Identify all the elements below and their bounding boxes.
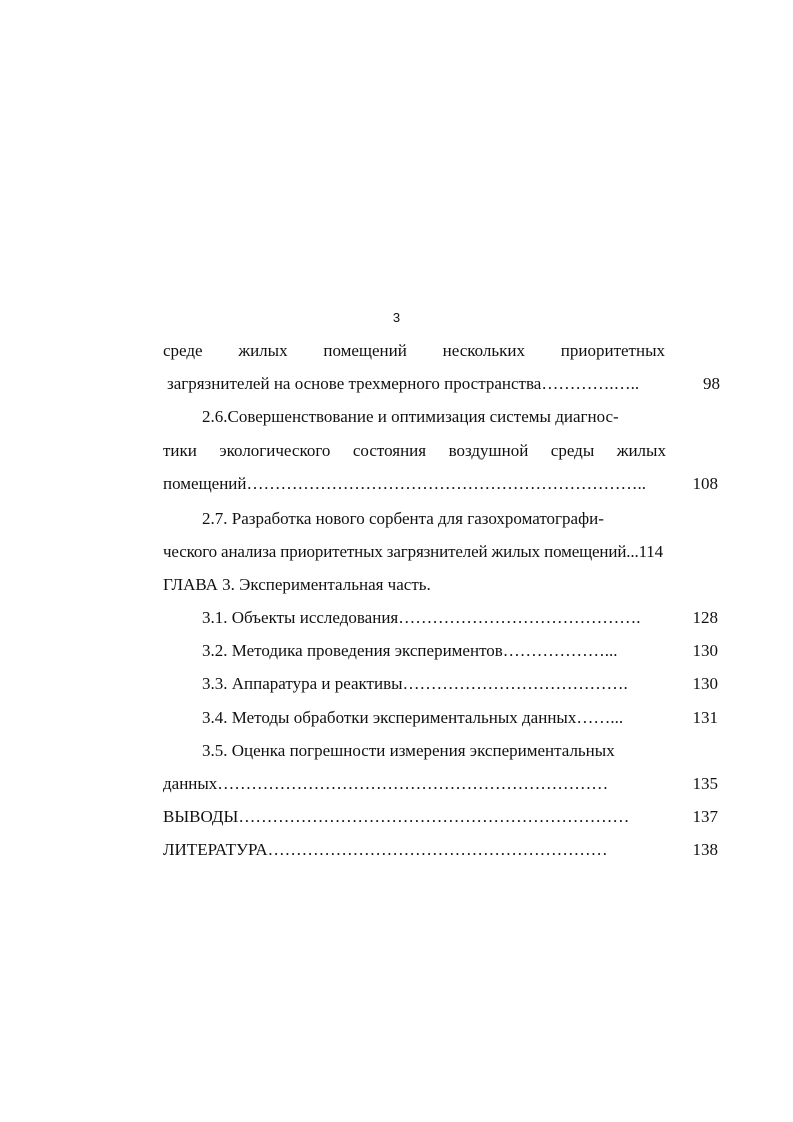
toc-word: приоритетных xyxy=(560,341,665,360)
toc-word: экологического xyxy=(219,441,331,460)
page-number: 3 xyxy=(392,310,401,325)
toc-line-15 xyxy=(163,806,718,828)
toc-line-10 xyxy=(202,640,718,662)
toc-entry-text: данных…………………………………………………………… xyxy=(163,774,609,793)
toc-entry-page: 128 xyxy=(692,608,718,627)
toc-entry-text: ЛИТЕРАТУРА…………………………………………………… xyxy=(163,840,608,859)
toc-entry-text: 3.3. Аппаратура и реактивы…………………………………. xyxy=(202,674,628,693)
toc-word: тики xyxy=(163,441,197,460)
toc-word: нескольких xyxy=(442,341,526,360)
toc-word: среде xyxy=(163,341,203,360)
toc-line-13: 3.5. Оценка погрешности измерения экспериментальных xyxy=(202,741,615,760)
toc-entry-page: 98 xyxy=(703,374,720,393)
toc-word: состояния xyxy=(352,441,427,460)
toc-line-3: 2.6.Совершенствование и оптимизация системы диагнос- xyxy=(202,407,619,426)
toc-entry-page: 135 xyxy=(692,774,718,793)
toc-entry-page: 138 xyxy=(692,840,718,859)
toc-entry-text: 3.1. Объекты исследования……………………………………. xyxy=(202,608,641,627)
toc-entry-page: 108 xyxy=(692,474,718,493)
toc-entry-text: загрязнителей на основе трехмерного пространства………….….. xyxy=(167,374,640,393)
toc-line-8: ГЛАВА 3. Экспериментальная часть. xyxy=(163,575,431,594)
toc-line-4 xyxy=(163,440,666,462)
toc-line-16 xyxy=(163,839,718,861)
toc-line-5 xyxy=(163,473,718,495)
toc-word: среды xyxy=(550,441,595,460)
toc-line-14 xyxy=(163,773,718,795)
toc-entry-text: помещений…………………………………………………………….. xyxy=(163,474,647,493)
toc-word: воздушной xyxy=(448,441,529,460)
toc-word: помещений xyxy=(323,341,407,360)
toc-word: жилых xyxy=(238,341,288,360)
toc-line-2 xyxy=(167,373,720,395)
toc-entry-text: 3.4. Методы обработки экспериментальных данных……... xyxy=(202,708,624,727)
toc-line-6: 2.7. Разработка нового сорбента для газохроматографи- xyxy=(202,509,604,528)
toc-entry-page: 137 xyxy=(692,807,718,826)
toc-line-1 xyxy=(163,340,665,362)
toc-entry-page: 131 xyxy=(692,708,718,727)
toc-line-9 xyxy=(202,607,718,629)
toc-line-11 xyxy=(202,673,718,695)
toc-line-7: ческого анализа приоритетных загрязнителей жилых помещений...114 xyxy=(163,542,663,561)
toc-word: жилых xyxy=(616,441,666,460)
toc-entry-page: 130 xyxy=(692,641,718,660)
toc-line-12 xyxy=(202,707,718,729)
toc-entry-page: 130 xyxy=(692,674,718,693)
toc-entry-text: ВЫВОДЫ…………………………………………………………… xyxy=(163,807,630,826)
toc-entry-text: 3.2. Методика проведения экспериментов………………... xyxy=(202,641,618,660)
